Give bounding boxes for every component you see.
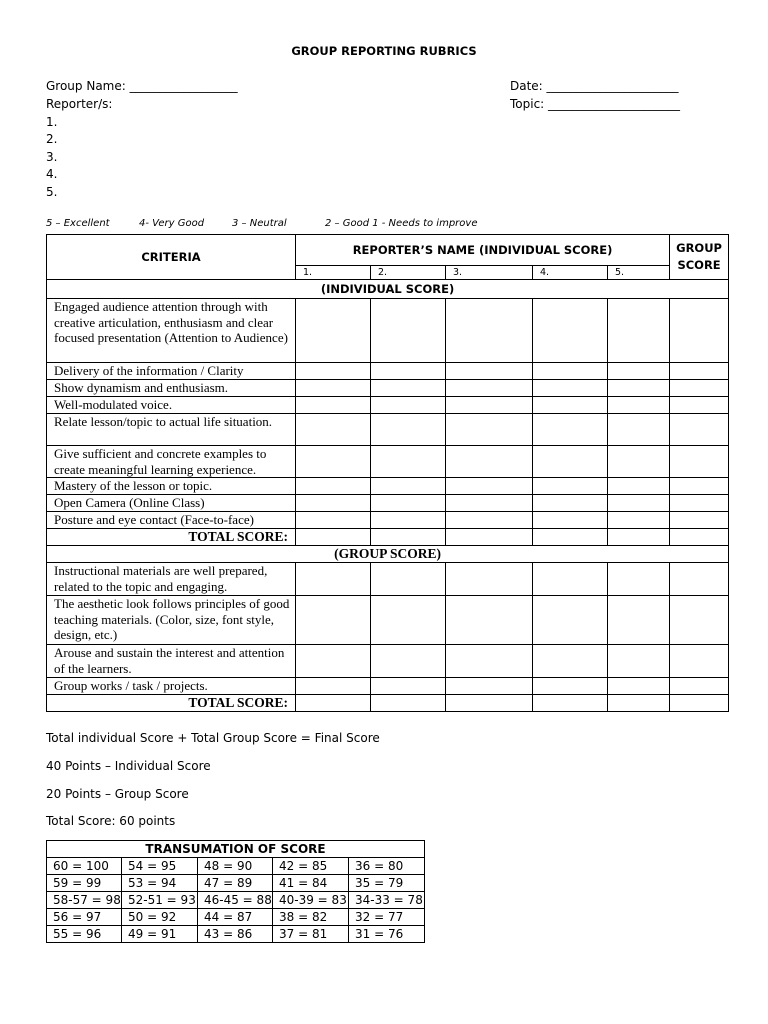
criteria-row: [47, 446, 729, 478]
transmutation-cell: 56 = 97: [47, 909, 122, 926]
reporter-number-4: 4.: [46, 167, 58, 181]
criteria-row: [47, 397, 729, 414]
criterion-relate-lesson: Relate lesson/topic to actual life situation.: [47, 414, 296, 446]
score-cell[interactable]: [608, 478, 670, 495]
total-cell[interactable]: [371, 695, 446, 712]
criteria-row: [47, 478, 729, 495]
total-cell[interactable]: [608, 529, 670, 546]
criterion-dynamism: Show dynamism and enthusiasm.: [47, 380, 296, 397]
score-cell[interactable]: [533, 678, 608, 695]
total-cell[interactable]: [371, 529, 446, 546]
criteria-row: [47, 495, 729, 512]
reporter-number-1: 1.: [46, 115, 58, 129]
transmutation-table: [46, 840, 425, 943]
score-cell[interactable]: [670, 299, 729, 363]
score-cell[interactable]: [446, 299, 533, 363]
score-cell[interactable]: [446, 495, 533, 512]
transmutation-cell: 54 = 95: [122, 858, 198, 875]
reporter-col-2: 2.: [371, 265, 446, 279]
score-cell[interactable]: [670, 478, 729, 495]
score-cell[interactable]: [371, 299, 446, 363]
reporter-col-1: 1.: [296, 265, 371, 279]
reporter-number-2: 2.: [46, 132, 58, 146]
rubric-table: [46, 234, 729, 712]
transmutation-cell: 44 = 87: [198, 909, 273, 926]
group-score-section: (GROUP SCORE): [47, 546, 729, 563]
criterion-mastery: Mastery of the lesson or topic.: [47, 478, 296, 495]
transmutation-row: [47, 858, 425, 875]
reporters-label: Reporter/s:: [46, 97, 113, 111]
score-cell[interactable]: [296, 678, 371, 695]
score-cell[interactable]: [296, 363, 371, 380]
score-cell[interactable]: [446, 563, 533, 596]
score-cell[interactable]: [533, 414, 608, 446]
score-cell[interactable]: [371, 596, 446, 645]
individual-total-label: TOTAL SCORE:: [47, 529, 296, 546]
score-cell[interactable]: [296, 512, 371, 529]
transmutation-row: [47, 909, 425, 926]
transmutation-cell: 32 = 77: [349, 909, 425, 926]
score-cell[interactable]: [608, 596, 670, 645]
score-cell[interactable]: [533, 380, 608, 397]
score-cell[interactable]: [608, 563, 670, 596]
score-cell[interactable]: [533, 397, 608, 414]
criteria-row: [47, 299, 729, 363]
score-cell[interactable]: [533, 512, 608, 529]
transmutation-cell: 53 = 94: [122, 875, 198, 892]
criteria-row: [47, 596, 729, 645]
transmutation-cell: 37 = 81: [273, 926, 349, 943]
group-score-header: GROUP SCORE: [670, 235, 729, 280]
reporter-col-5: 5.: [608, 265, 670, 279]
reporter-number-5: 5.: [46, 185, 58, 199]
score-cell[interactable]: [446, 363, 533, 380]
score-cell[interactable]: [371, 495, 446, 512]
transmutation-title: TRANSUMATION OF SCORE: [47, 841, 425, 858]
criteria-row: [47, 678, 729, 695]
score-cell[interactable]: [446, 380, 533, 397]
criteria-row: [47, 645, 729, 678]
score-cell[interactable]: [371, 414, 446, 446]
scale-good-needs-improve: 2 – Good 1 - Needs to improve: [325, 218, 478, 229]
criteria-row: [47, 363, 729, 380]
score-cell[interactable]: [371, 512, 446, 529]
final-score-formula: Total individual Score + Total Group Score = Final Score: [46, 731, 380, 745]
score-cell[interactable]: [670, 446, 729, 478]
score-cell[interactable]: [608, 495, 670, 512]
score-cell[interactable]: [371, 446, 446, 478]
group-total-label: TOTAL SCORE:: [47, 695, 296, 712]
transmutation-cell: 47 = 89: [198, 875, 273, 892]
score-cell[interactable]: [533, 645, 608, 678]
score-cell[interactable]: [296, 446, 371, 478]
scale-neutral: 3 – Neutral: [232, 218, 287, 229]
total-row: [47, 695, 729, 712]
score-cell[interactable]: [296, 645, 371, 678]
score-cell[interactable]: [296, 596, 371, 645]
scale-very-good: 4- Very Good: [139, 218, 205, 229]
scale-excellent: 5 – Excellent: [46, 218, 110, 229]
score-cell[interactable]: [670, 678, 729, 695]
score-cell[interactable]: [446, 512, 533, 529]
total-cell[interactable]: [446, 529, 533, 546]
transmutation-cell: 40-39 = 83: [273, 892, 349, 909]
score-cell[interactable]: [296, 495, 371, 512]
transmutation-row: [47, 926, 425, 943]
reporter-col-4: 4.: [533, 265, 608, 279]
criteria-row: [47, 512, 729, 529]
score-cell[interactable]: [533, 563, 608, 596]
reporter-col-3: 3.: [446, 265, 533, 279]
score-cell[interactable]: [371, 678, 446, 695]
page-title: GROUP REPORTING RUBRICS: [291, 44, 477, 58]
total-cell[interactable]: [608, 695, 670, 712]
total-row: [47, 529, 729, 546]
score-cell[interactable]: [608, 645, 670, 678]
transmutation-cell: 59 = 99: [47, 875, 122, 892]
score-cell[interactable]: [446, 397, 533, 414]
rubric-header-row: [47, 235, 729, 266]
score-cell[interactable]: [670, 414, 729, 446]
score-cell[interactable]: [446, 446, 533, 478]
criterion-open-camera: Open Camera (Online Class): [47, 495, 296, 512]
group-points-note: 20 Points – Group Score: [46, 787, 189, 801]
criteria-row: [47, 380, 729, 397]
transmutation-cell: 60 = 100: [47, 858, 122, 875]
transmutation-cell: 31 = 76: [349, 926, 425, 943]
score-cell[interactable]: [533, 446, 608, 478]
score-cell[interactable]: [608, 363, 670, 380]
score-cell[interactable]: [296, 299, 371, 363]
reporter-number-3: 3.: [46, 150, 58, 164]
individual-score-section: (INDIVIDUAL SCORE): [47, 280, 729, 299]
transmutation-cell: 36 = 80: [349, 858, 425, 875]
criterion-attention: Engaged audience attention through with creative articulation, enthusiasm and clear focused presentation (Attention to Audience): [47, 299, 296, 363]
score-cell[interactable]: [608, 397, 670, 414]
score-cell[interactable]: [296, 397, 371, 414]
total-cell[interactable]: [446, 695, 533, 712]
criterion-voice: Well-modulated voice.: [47, 397, 296, 414]
score-cell[interactable]: [670, 495, 729, 512]
criterion-group-works: Group works / task / projects.: [47, 678, 296, 695]
score-cell[interactable]: [608, 380, 670, 397]
score-cell[interactable]: [608, 512, 670, 529]
score-cell[interactable]: [670, 645, 729, 678]
transmutation-cell: 46-45 = 88: [198, 892, 273, 909]
score-cell[interactable]: [608, 678, 670, 695]
score-cell[interactable]: [533, 596, 608, 645]
score-cell[interactable]: [296, 380, 371, 397]
score-cell[interactable]: [296, 563, 371, 596]
transmutation-cell: 38 = 82: [273, 909, 349, 926]
total-cell[interactable]: [296, 695, 371, 712]
transmutation-cell: 43 = 86: [198, 926, 273, 943]
transmutation-cell: 52-51 = 93: [122, 892, 198, 909]
score-cell[interactable]: [670, 596, 729, 645]
score-cell[interactable]: [608, 299, 670, 363]
score-cell[interactable]: [670, 397, 729, 414]
score-cell[interactable]: [446, 596, 533, 645]
score-cell[interactable]: [670, 563, 729, 596]
individual-points-note: 40 Points – Individual Score: [46, 759, 211, 773]
score-cell[interactable]: [446, 478, 533, 495]
score-cell[interactable]: [670, 512, 729, 529]
total-points-note: Total Score: 60 points: [46, 814, 176, 828]
transmutation-cell: 42 = 85: [273, 858, 349, 875]
criterion-interest: Arouse and sustain the interest and attention of the learners.: [47, 645, 296, 678]
criterion-materials: Instructional materials are well prepared, related to the topic and engaging.: [47, 563, 296, 596]
criterion-posture: Posture and eye contact (Face-to-face): [47, 512, 296, 529]
score-cell[interactable]: [670, 363, 729, 380]
criteria-row: [47, 414, 729, 446]
score-cell[interactable]: [608, 414, 670, 446]
score-cell[interactable]: [371, 645, 446, 678]
transmutation-cell: 48 = 90: [198, 858, 273, 875]
score-cell[interactable]: [296, 414, 371, 446]
criteria-header: CRITERIA: [47, 235, 296, 280]
score-cell[interactable]: [371, 380, 446, 397]
transmutation-row: [47, 892, 425, 909]
criterion-aesthetic: The aesthetic look follows principles of good teaching materials. (Color, size, font style, design, etc.): [47, 596, 296, 645]
date-field: Date: ______________________: [510, 79, 679, 93]
score-cell[interactable]: [533, 299, 608, 363]
total-cell[interactable]: [296, 529, 371, 546]
transmutation-cell: 50 = 92: [122, 909, 198, 926]
transmutation-cell: 58-57 = 98: [47, 892, 122, 909]
score-cell[interactable]: [371, 363, 446, 380]
score-cell[interactable]: [533, 363, 608, 380]
transmutation-cell: 41 = 84: [273, 875, 349, 892]
total-cell[interactable]: [670, 695, 729, 712]
score-cell[interactable]: [446, 678, 533, 695]
reporter-name-header: REPORTER’S NAME (INDIVIDUAL SCORE): [296, 235, 670, 266]
transmutation-row: [47, 875, 425, 892]
total-cell[interactable]: [533, 695, 608, 712]
score-cell[interactable]: [296, 478, 371, 495]
score-cell[interactable]: [533, 478, 608, 495]
topic-field: Topic: ______________________: [510, 97, 681, 111]
total-cell[interactable]: [533, 529, 608, 546]
score-cell[interactable]: [371, 478, 446, 495]
criteria-row: [47, 563, 729, 596]
score-cell[interactable]: [446, 645, 533, 678]
transmutation-cell: 35 = 79: [349, 875, 425, 892]
score-cell[interactable]: [670, 380, 729, 397]
total-cell[interactable]: [670, 529, 729, 546]
criterion-delivery: Delivery of the information / Clarity: [47, 363, 296, 380]
score-cell[interactable]: [533, 495, 608, 512]
transmutation-cell: 34-33 = 78: [349, 892, 425, 909]
group-name-field: Group Name: __________________: [46, 79, 238, 93]
score-cell[interactable]: [446, 414, 533, 446]
score-cell[interactable]: [608, 446, 670, 478]
transmutation-cell: 49 = 91: [122, 926, 198, 943]
transmutation-cell: 55 = 96: [47, 926, 122, 943]
score-cell[interactable]: [371, 563, 446, 596]
criterion-examples: Give sufficient and concrete examples to create meaningful learning experience.: [47, 446, 296, 478]
score-cell[interactable]: [371, 397, 446, 414]
